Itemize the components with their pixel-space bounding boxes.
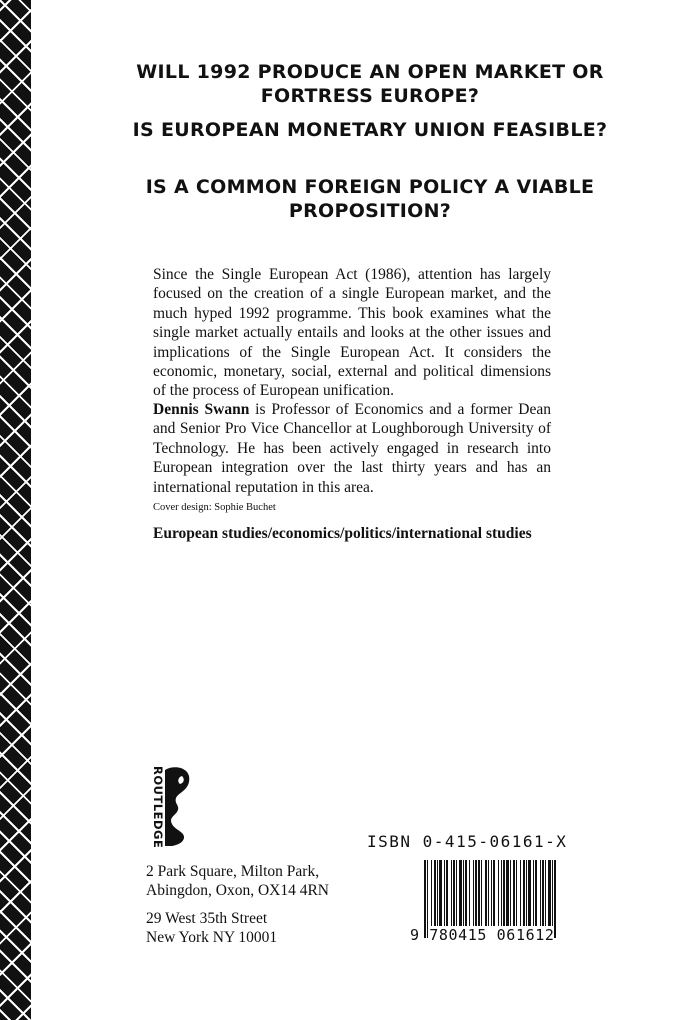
barcode-bar (548, 860, 551, 926)
barcode-bar (451, 860, 452, 926)
barcode-bar (469, 860, 470, 926)
barcode-bar (478, 860, 480, 926)
barcode-bar (520, 860, 521, 926)
publisher-address-us (146, 909, 277, 947)
publisher-address-uk (146, 862, 329, 900)
barcode-bar (446, 860, 448, 926)
barcode-bar (488, 860, 489, 926)
barcode-digits: 9 780415 061612 (410, 926, 555, 944)
barcode-bar (453, 860, 455, 926)
address-line: New York NY 10001 (146, 929, 278, 946)
routledge-profile-icon (165, 767, 189, 846)
barcode-bar (434, 860, 436, 926)
address-line: 29 West 35th Street (146, 910, 268, 927)
author-bio (153, 400, 551, 497)
barcode-bar (552, 860, 553, 926)
barcode-bar (542, 860, 544, 926)
barcode-bar (528, 860, 531, 926)
barcode-bar (459, 860, 462, 926)
subject-categories: European studies/economics/politics/international studies (153, 525, 532, 542)
author-bio-text: is Professor of Economics and a former Dean and Senior Pro Vice Chancellor at Loughborough University of Technology. He has been actively engaged in research into European integration over the last thirty years and has an international reputation in this area. (153, 401, 551, 496)
decorative-side-band (0, 0, 31, 1020)
barcode-bar (526, 860, 527, 926)
isbn-label: ISBN 0-415-06161-X (367, 832, 568, 851)
barcode-bar (456, 860, 457, 926)
barcode-bar (437, 860, 438, 926)
barcode-bar (501, 860, 502, 926)
barcode-bar (503, 860, 505, 926)
barcode-bar (463, 860, 464, 926)
barcode-bar (540, 860, 541, 926)
barcode-bar (535, 860, 537, 926)
barcode-bar (439, 860, 442, 926)
barcode-bar (431, 860, 432, 926)
barcode-bar (545, 860, 546, 926)
barcode-bar (475, 860, 477, 926)
author-name: Dennis Swann (153, 401, 250, 418)
barcode-bar (493, 860, 495, 926)
headline-question-2: IS EUROPEAN MONETARY UNION FEASIBLE? (132, 119, 608, 141)
routledge-logo-text: ROUTLEDGE (151, 766, 165, 849)
address-line: 2 Park Square, Milton Park, (146, 863, 320, 880)
barcode-bar (485, 860, 487, 926)
address-line: Abingdon, Oxon, OX14 4RN (146, 882, 329, 899)
headline-question-3: IS A COMMON FOREIGN POLICY A VIABLE PROPOSITION? (145, 176, 595, 222)
barcode-bar (523, 860, 525, 926)
barcode-bar (444, 860, 445, 926)
barcode-bar (533, 860, 534, 926)
barcode-bar (491, 860, 492, 926)
barcode-bar (473, 860, 474, 926)
barcode-bar (481, 860, 482, 926)
barcode-bar (516, 860, 517, 926)
barcode-bar (498, 860, 499, 926)
barcode-bar (506, 860, 509, 926)
barcode-bar (465, 860, 467, 926)
routledge-logo (140, 762, 200, 850)
headline-question-1: WILL 1992 PRODUCE AN OPEN MARKET OR FORTRESS EUROPE? (136, 61, 604, 107)
barcode-bar (510, 860, 511, 926)
cover-design-credit: Cover design: Sophie Buchet (153, 502, 276, 513)
book-description: Since the Single European Act (1986), attention has largely focused on the creation of a single European market, and the much hyped 1992 programme. This book examines what the single market actually entails and looks at the other issues and implications of the Single European Act. It considers the economic, monetary, social, external and political dimensions of the process of European unification. (153, 266, 551, 400)
barcode-bar (513, 860, 515, 926)
